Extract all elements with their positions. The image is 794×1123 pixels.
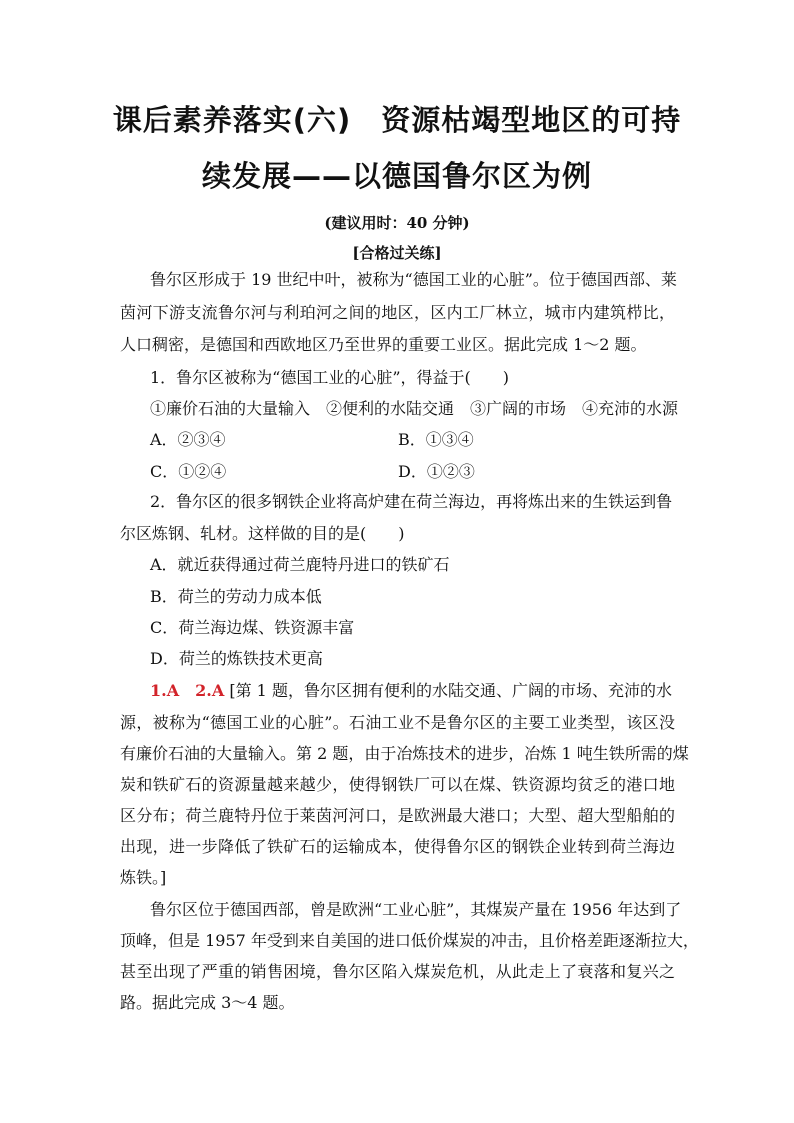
question-1-option-c: C．①②④ (150, 462, 227, 481)
intro-2-line: 甚至出现了严重的销售困境，鲁尔区陷入煤炭危机，从此走上了衰落和复兴之 (120, 962, 675, 981)
answer-line-1 (150, 681, 672, 701)
intro-line: 鲁尔区形成于 19 世纪中叶，被称为“德国工业的心脏”。位于德国西部、莱 (150, 270, 677, 289)
intro-line: 人口稠密，是德国和西欧地区乃至世界的重要工业区。据此完成 1～2 题。 (120, 335, 647, 354)
answer-line: 有廉价石油的大量输入。第 2 题，由于冶炼技术的进步，冶炼 1 吨生铁所需的煤 (120, 744, 689, 763)
question-2-option-a: A．就近获得通过荷兰鹿特丹进口的铁矿石 (150, 555, 450, 574)
intro-2-line: 鲁尔区位于德国西部，曾是欧洲“工业心脏”，其煤炭产量在 1956 年达到了 (150, 900, 682, 919)
time-note: (建议用时：40 分钟) (324, 214, 470, 232)
intro-2-line: 顶峰，但是 1957 年受到来自美国的进口低价煤炭的冲击，且价格差距逐渐拉大， (120, 931, 699, 950)
answer-text: [第 1 题，鲁尔区拥有便利的水陆交通、广阔的市场、充沛的水 (229, 681, 672, 700)
answer-line: 炭和铁矿石的资源量越来越少，使得钢铁厂可以在煤、铁资源均贫乏的港口地 (120, 775, 675, 794)
page-title-line-2: 续发展——以德国鲁尔区为例 (201, 159, 592, 193)
intro-line: 茵河下游支流鲁尔河与利珀河之间的地区，区内工厂林立，城市内建筑栉比， (120, 303, 675, 322)
page-title-line-1: 课后素养落实(六) 资源枯竭型地区的可持 (112, 103, 682, 137)
question-1-stem: 1．鲁尔区被称为“德国工业的心脏”，得益于( ) (150, 368, 510, 387)
answer-line: 炼铁。] (120, 868, 167, 887)
answer-line: 出现，进一步降低了铁矿石的运输成本，使得鲁尔区的钢铁企业转到荷兰海边 (120, 837, 675, 856)
intro-2-line: 路。据此完成 3～4 题。 (120, 993, 295, 1012)
question-1-option-b: B．①③④ (398, 430, 474, 449)
question-1-items: ①廉价石油的大量输入 ②便利的水陆交通 ③广阔的市场 ④充沛的水源 (150, 399, 679, 418)
question-1-option-d: D．①②③ (398, 462, 475, 481)
answer-line: 区分布；荷兰鹿特丹位于莱茵河河口，是欧洲最大港口；大型、超大型船舶的 (120, 806, 675, 825)
question-2-stem: 尔区炼钢、轧材。这样做的目的是( ) (120, 524, 405, 543)
question-2-option-b: B．荷兰的劳动力成本低 (150, 587, 322, 606)
answer-key: 1.A 2.A (150, 681, 225, 700)
question-2-option-c: C．荷兰海边煤、铁资源丰富 (150, 618, 355, 637)
answer-line: 源，被称为“德国工业的心脏”。石油工业不是鲁尔区的主要工业类型，该区没 (120, 713, 675, 732)
question-1-option-a: A．②③④ (150, 430, 226, 449)
question-2-option-d: D．荷兰的炼铁技术更高 (150, 649, 323, 668)
question-2-stem: 2．鲁尔区的很多钢铁企业将高炉建在荷兰海边，再将炼出来的生铁运到鲁 (150, 492, 673, 511)
section-heading: [合格过关练] (352, 244, 442, 262)
